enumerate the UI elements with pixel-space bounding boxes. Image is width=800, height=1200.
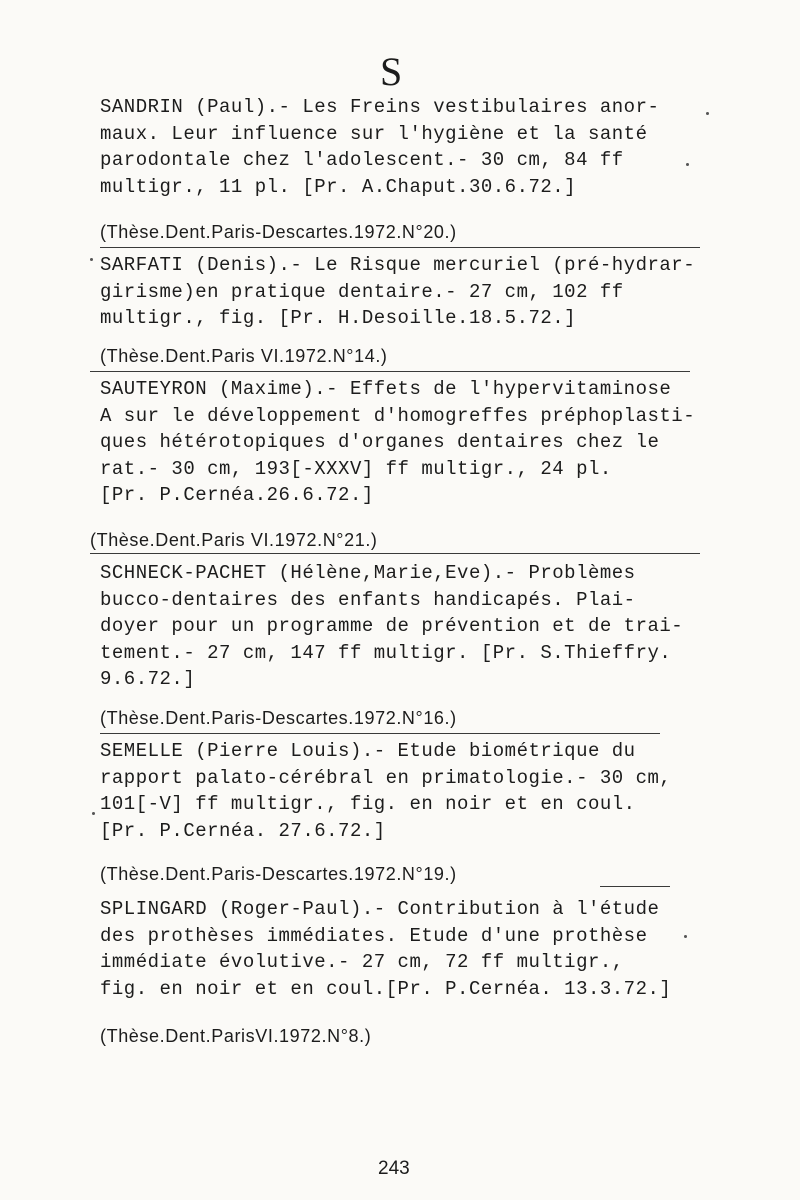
entry-line: doyer pour un programme de prévention et de trai-	[100, 615, 684, 637]
catalog-entry	[100, 560, 720, 693]
entry-line: ques hétérotopiques d'organes dentaires chez le	[100, 431, 660, 453]
page-number: 243	[378, 1158, 410, 1179]
section-letter: S	[380, 49, 403, 94]
entry-line: multigr., 11 pl. [Pr. A.Chaput.30.6.72.]	[100, 175, 577, 198]
scan-speck	[90, 258, 93, 261]
thesis-note: (Thèse.Dent.Paris VI.1972.N°21.)	[90, 530, 378, 550]
thesis-note: (Thèse.Dent.Paris-Descartes.1972.N°20.)	[100, 222, 457, 242]
entry-line: tement.- 27 cm, 147 ff multigr. [Pr. S.Thieffry.	[100, 641, 672, 664]
entry-line: parodontale chez l'adolescent.- 30 cm, 84 ff	[100, 149, 624, 171]
entry-line: des prothèses immédiates. Etude d'une prothèse	[100, 924, 648, 947]
entry-line: girisme)en pratique dentaire.- 27 cm, 102 ff	[100, 280, 624, 303]
entry-line: [Pr. P.Cernéa. 27.6.72.]	[100, 819, 386, 842]
separator-rule	[100, 247, 700, 248]
entry-line: [Pr. P.Cernéa.26.6.72.]	[100, 484, 374, 506]
entry-line: SARFATI (Denis).- Le Risque mercuriel (pré-hydrar-	[100, 254, 696, 276]
entry-line: rapport palato-cérébral en primatologie.- 30 cm,	[100, 766, 672, 789]
entry-line: 9.6.72.]	[100, 668, 196, 690]
scan-speck	[92, 812, 95, 815]
entry-line: multigr., fig. [Pr. H.Desoille.18.5.72.]	[100, 307, 577, 329]
catalog-entry	[100, 896, 720, 1002]
entry-line: SCHNECK-PACHET (Hélène,Marie,Eve).- Problèmes	[100, 562, 636, 584]
separator-rule	[100, 733, 660, 734]
separator-rule	[90, 553, 700, 554]
entry-line: SPLINGARD (Roger-Paul).- Contribution à l'étude	[100, 898, 660, 920]
catalog-entry	[100, 376, 720, 509]
thesis-note: (Thèse.Dent.Paris-Descartes.1972.N°16.)	[100, 708, 457, 728]
entry-line: A sur le développement d'homogreffes préphoplasti-	[100, 404, 696, 427]
entry-line: SAUTEYRON (Maxime).- Effets de l'hypervitaminose	[100, 378, 672, 400]
entry-line: 101[-V] ff multigr., fig. en noir et en coul.	[100, 793, 636, 815]
catalog-entry	[100, 738, 720, 844]
separator-rule	[90, 371, 690, 372]
catalog-entry	[100, 252, 720, 332]
thesis-note: (Thèse.Dent.ParisVI.1972.N°8.)	[100, 1026, 372, 1046]
scan-speck	[706, 112, 709, 115]
entry-line: SEMELLE (Pierre Louis).- Etude biométrique du	[100, 740, 636, 762]
entry-line: rat.- 30 cm, 193[-XXXV] ff multigr., 24 pl.	[100, 457, 612, 480]
thesis-note: (Thèse.Dent.Paris VI.1972.N°14.)	[100, 346, 388, 366]
entry-line: immédiate évolutive.- 27 cm, 72 ff multigr.,	[100, 951, 624, 973]
scan-speck	[684, 935, 687, 938]
entry-line: fig. en noir et en coul.[Pr. P.Cernéa. 13.3.72.]	[100, 977, 672, 1000]
thesis-note: (Thèse.Dent.Paris-Descartes.1972.N°19.)	[100, 864, 457, 884]
catalog-entry	[100, 94, 720, 200]
entry-line: maux. Leur influence sur l'hygiène et la santé	[100, 122, 648, 145]
scan-speck	[686, 163, 689, 166]
entry-line: SANDRIN (Paul).- Les Freins vestibulaires anor-	[100, 96, 660, 118]
separator-rule	[600, 886, 670, 887]
entry-line: bucco-dentaires des enfants handicapés. Plai-	[100, 588, 636, 611]
